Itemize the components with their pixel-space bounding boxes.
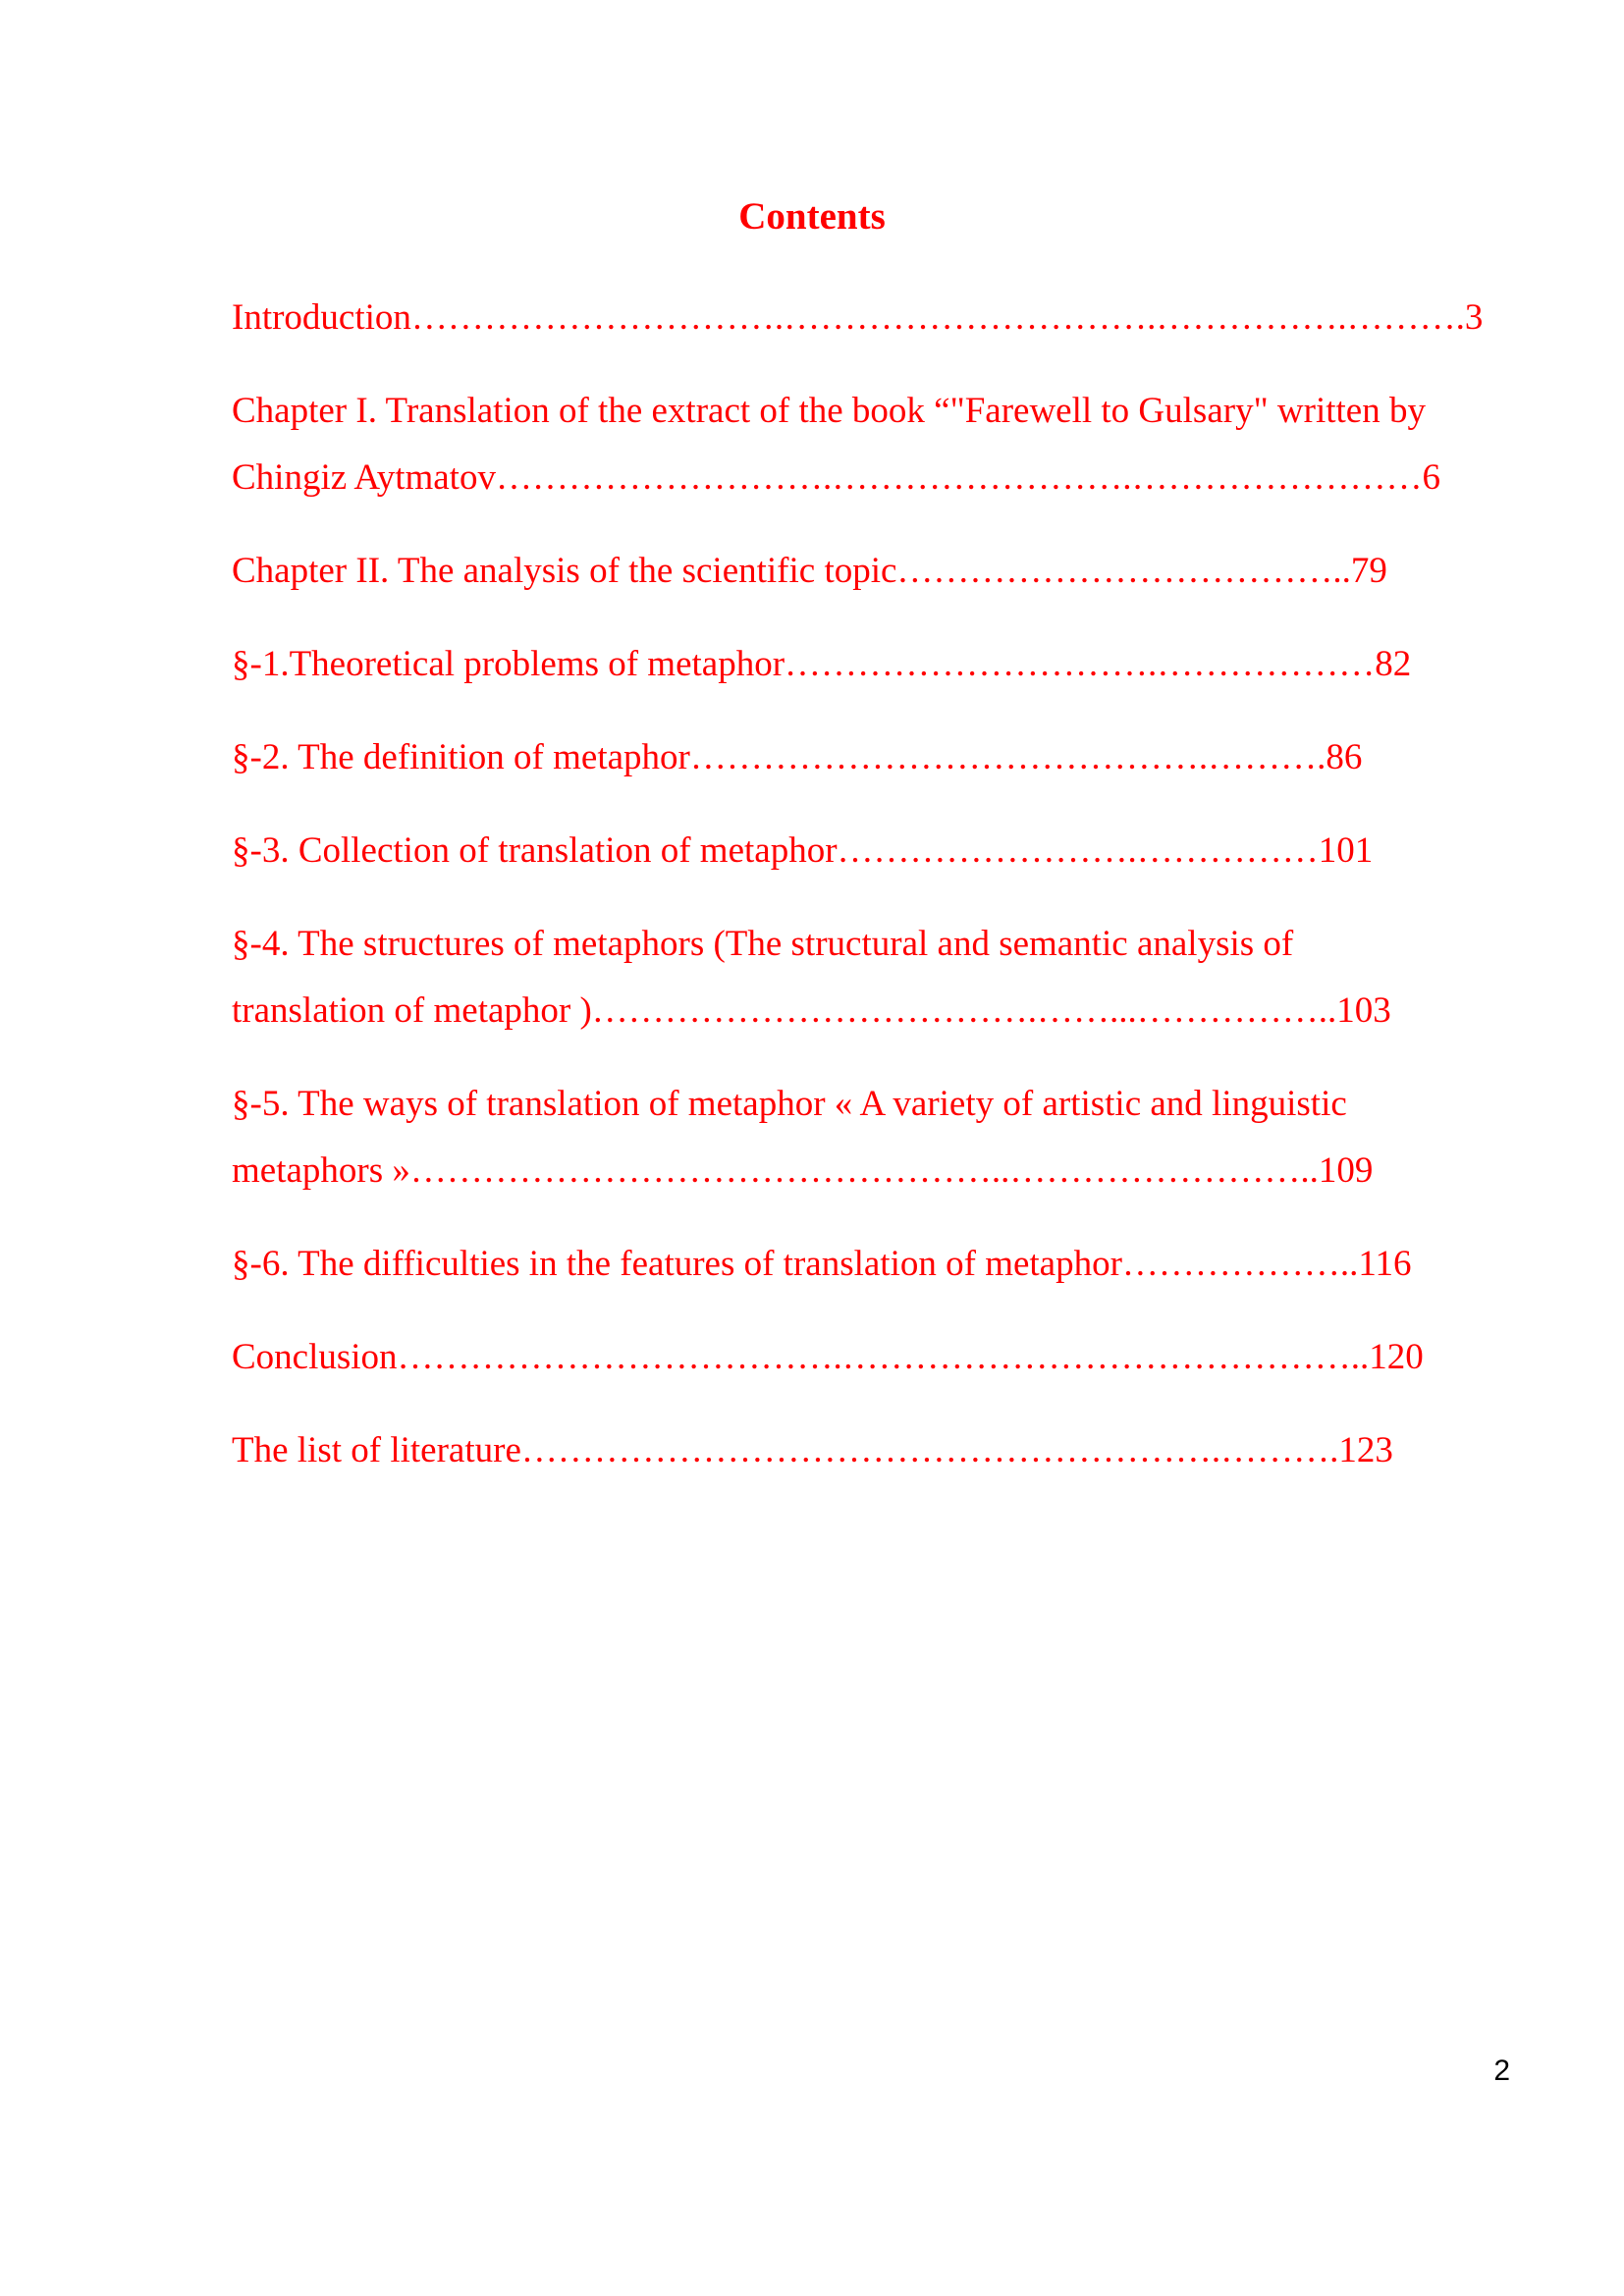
toc-entry-literature: The list of literature………………………………………………….……….123: [232, 1430, 1393, 1470]
page-title: Contents: [738, 195, 886, 238]
toc-entry-conclusion: Conclusion……………………………….……………………………………..120: [232, 1337, 1424, 1377]
toc-entry-section-6: §-6. The difficulties in the features of translation of metaphor………………..116: [232, 1244, 1412, 1284]
toc-entry-section-4: §-4. The structures of metaphors (The structural and semantic analysis of translation of metaphor )……………………………….……...……………..103: [232, 924, 1391, 1031]
toc-entry-chapter-1: Chapter I. Translation of the extract of the book “"Farewell to Gulsary" written by Chingiz Aytmatov……………………….…………………….……………………6: [232, 391, 1440, 498]
toc-entry-chapter-2: Chapter II. The analysis of the scientific topic………………………………..79: [232, 551, 1387, 591]
page-number: 2: [1493, 2055, 1510, 2087]
toc-entry-section-2: §-2. The definition of metaphor…………………………………….……….86: [232, 737, 1363, 777]
toc-entry-section-1: §-1.Theoretical problems of metaphor………………………….………………82: [232, 644, 1412, 684]
table-of-contents: [232, 285, 1518, 1511]
toc-entry-section-5: §-5. The ways of translation of metaphor « A variety of artistic and linguistic metaphors »…………………………………………..……………………..109: [232, 1084, 1374, 1191]
toc-entry-introduction: Introduction………………………….………………………….…………….……….3: [232, 297, 1484, 338]
toc-entry-section-3: §-3. Collection of translation of metaphor…………………….……………101: [232, 830, 1374, 871]
